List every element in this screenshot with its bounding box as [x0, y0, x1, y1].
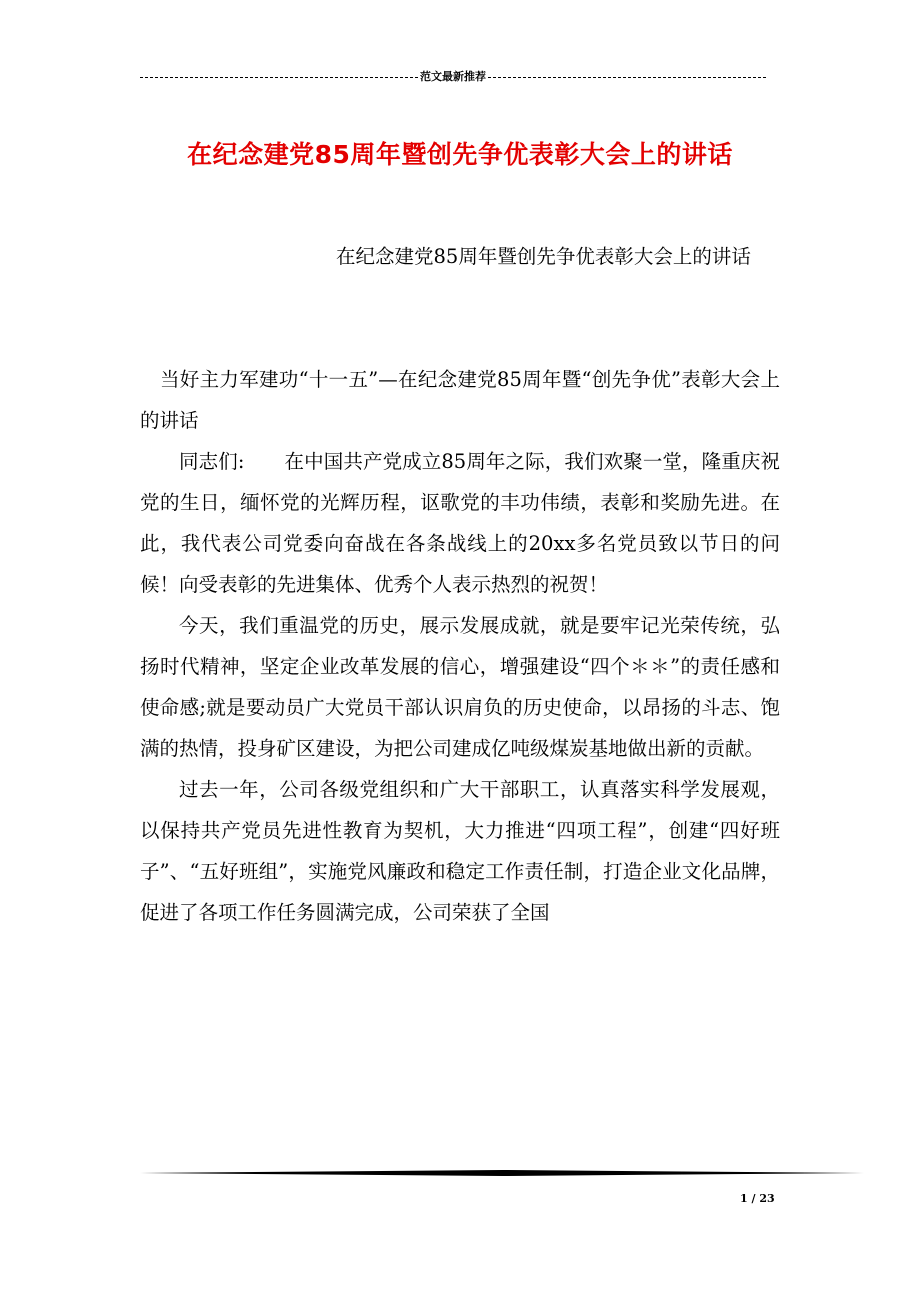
greeting: 同志们:	[179, 450, 245, 473]
paragraph-2: 今天，我们重温党的历史，展示发展成就，就是要牢记光荣传统，弘扬时代精神，坚定企业改革发展的信心，增强建设“四个＊＊”的责任感和使命感;就是要动员广大党员干部认识肩负的历史使命，以昂扬的斗志、饱满的热情，投身矿区建设，为把公司建成亿吨级煤炭基地做出新的贡献。	[140, 614, 780, 760]
speech-heading: 当好主力军建功“十一五”—在纪念建党85周年暨“创先争优”表彰大会上的讲话	[140, 368, 780, 432]
document-body	[140, 236, 780, 933]
footer-rule	[140, 1170, 864, 1176]
paragraph-3: 过去一年，公司各级党组织和广大干部职工，认真落实科学发展观，以保持共产党员先进性教育为契机，大力推进“四项工程”，创建“四好班子”、“五好班组”，实施党风廉政和稳定工作责任制，打造企业文化品牌，促进了各项工作任务圆满完成，公司荣获了全国	[140, 778, 780, 924]
document-subtitle: 在纪念建党85周年暨创先争优表彰大会上的讲话	[336, 245, 751, 268]
spacer	[140, 277, 780, 359]
header-dash-left	[140, 77, 418, 78]
document-title: 在纪念建党85周年暨创先争优表彰大会上的讲话	[187, 139, 733, 169]
page-header	[140, 68, 766, 84]
paragraph-1-text: 在中国共产党成立85周年之际，我们欢聚一堂，隆重庆祝党的生日，缅怀党的光辉历程，讴歌党的丰功伟绩，表彰和奖励先进。在此，我代表公司党委向奋战在各条战线上的20xx多名党员致以节日的问候！向受表彰的先进集体、优秀个人表示热烈的祝贺！	[140, 450, 780, 596]
header-label: 范文最新推荐	[420, 70, 486, 83]
header-dash-right	[488, 77, 766, 78]
page-number: 1 / 23	[740, 1192, 775, 1205]
paragraph-1	[140, 441, 780, 605]
